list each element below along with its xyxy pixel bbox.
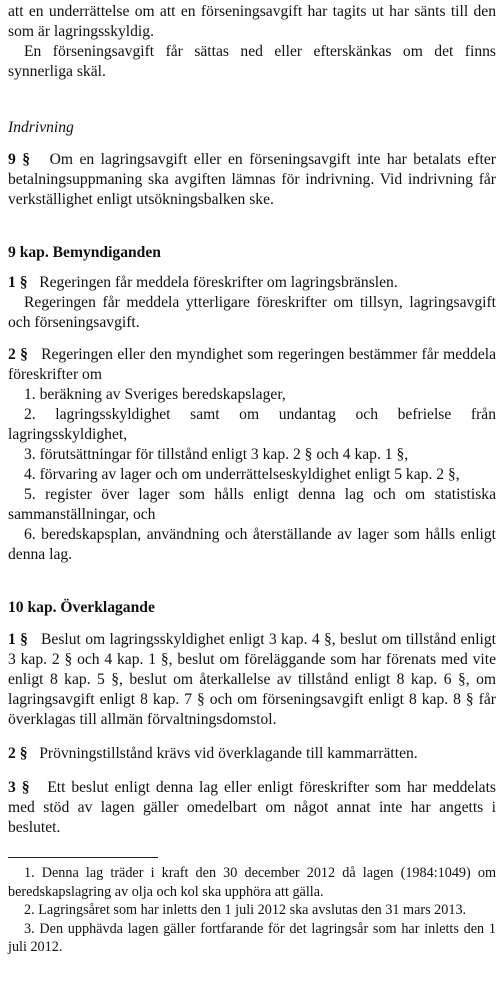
footnote-separator	[8, 857, 158, 858]
list-item: 4. förvaring av lager och om underrättelseskyldighet enligt 5 kap. 2 §,	[24, 466, 460, 483]
chapter-10-block	[8, 598, 496, 838]
section-text: Ett beslut enligt denna lag eller enligt föreskrifter som har meddelats med stöd av lagen gäller omedelbart om något annat inte har angetts i beslutet.	[8, 779, 496, 836]
list-item: 1. beräkning av Sveriges beredskapslager,	[24, 386, 286, 403]
ch9-section-1-paragraph	[8, 273, 496, 293]
continuation-text: att en underrättelse om att en förseningsavgift har tagits ut har sänts till den som är lagringsskyldig.	[8, 3, 496, 40]
chapter-10-heading: 10 kap. Överklagande	[8, 599, 155, 616]
list-item: 6. beredskapsplan, användning och återställande av lager som hålls enligt denna lag.	[8, 526, 496, 563]
ch9-section-2-paragraph	[8, 345, 496, 385]
ch10-section-3-paragraph	[8, 778, 496, 838]
list-item: 2. lagringsskyldighet samt om undantag och befrielse från lagringsskyldighet,	[8, 406, 496, 443]
indrivning-heading: Indrivning	[8, 119, 74, 136]
list-item: 3. förutsättningar för tillstånd enligt 3 kap. 2 § och 4 kap. 1 §,	[24, 446, 409, 463]
footnote-item: 3. Den upphävda lagen gäller fortfarande för det lagringsår som har inletts den 1 juli 2012.	[8, 920, 496, 955]
reduction-paragraph: En förseningsavgift får sättas ned eller efterskänkas om det finns synnerliga skäl.	[8, 43, 496, 80]
chapter-9-heading: 9 kap. Bemyndiganden	[8, 244, 161, 261]
section-text: Om en lagringsavgift eller en förseningsavgift inte har betalats efter betalningsuppmaning ska avgiften lämnas för indrivning. Vid indrivning får verkställighet enligt utsökningsbalken ske.	[8, 151, 496, 208]
section-number: 2 §	[8, 346, 28, 363]
section-text: Regeringen får meddela föreskrifter om lagringsbränslen.	[39, 274, 398, 291]
indrivning-block	[8, 118, 496, 210]
chapter-9-block	[8, 243, 496, 565]
ch10-section-2-paragraph	[8, 744, 496, 764]
top-block	[8, 2, 496, 82]
footnotes-block	[8, 864, 496, 957]
section-text: Prövningstillstånd krävs vid överklagande till kammarrätten.	[39, 745, 418, 762]
section-text: Beslut om lagringsskyldighet enligt 3 kap. 4 §, beslut om tillstånd enligt 3 kap. 2 § och 4 kap. 1 §, beslut om föreläggande som har förenats med vite enligt 8 kap. 5 §, beslut om återkallelse av tillstånd enligt 8 kap. 6 §, om lagringsavgift enligt 8 kap. 7 § och om förseningsavgift enligt 8 kap. 8 § får överklagas till allmän förvaltningsdomstol.	[8, 631, 496, 728]
section-9-paragraph	[8, 150, 496, 210]
footnote-item: 1. Denna lag träder i kraft den 30 december 2012 då lagen (1984:1049) om beredskapslagring av olja och kol ska upphöra att gälla.	[8, 865, 496, 900]
section-number: 1 §	[8, 274, 28, 291]
section-number: 3 §	[8, 779, 30, 796]
footnote-item: 2. Lagringsåret som har inletts den 1 juli 2012 ska avslutas den 31 mars 2013.	[24, 902, 467, 918]
ch10-section-1-paragraph	[8, 630, 496, 730]
section-number: 2 §	[8, 745, 28, 762]
list-item: 5. register över lager som hålls enligt denna lag och om statistiska sammanställningar, och	[8, 486, 496, 523]
section-text: Regeringen eller den myndighet som regeringen bestämmer får meddela föreskrifter om	[8, 346, 497, 383]
section-number: 9 §	[8, 151, 31, 168]
ch9-section-1-second-paragraph: Regeringen får meddela ytterligare föreskrifter om tillsyn, lagringsavgift och förseningsavgift.	[8, 294, 496, 331]
section-number: 1 §	[8, 631, 28, 648]
